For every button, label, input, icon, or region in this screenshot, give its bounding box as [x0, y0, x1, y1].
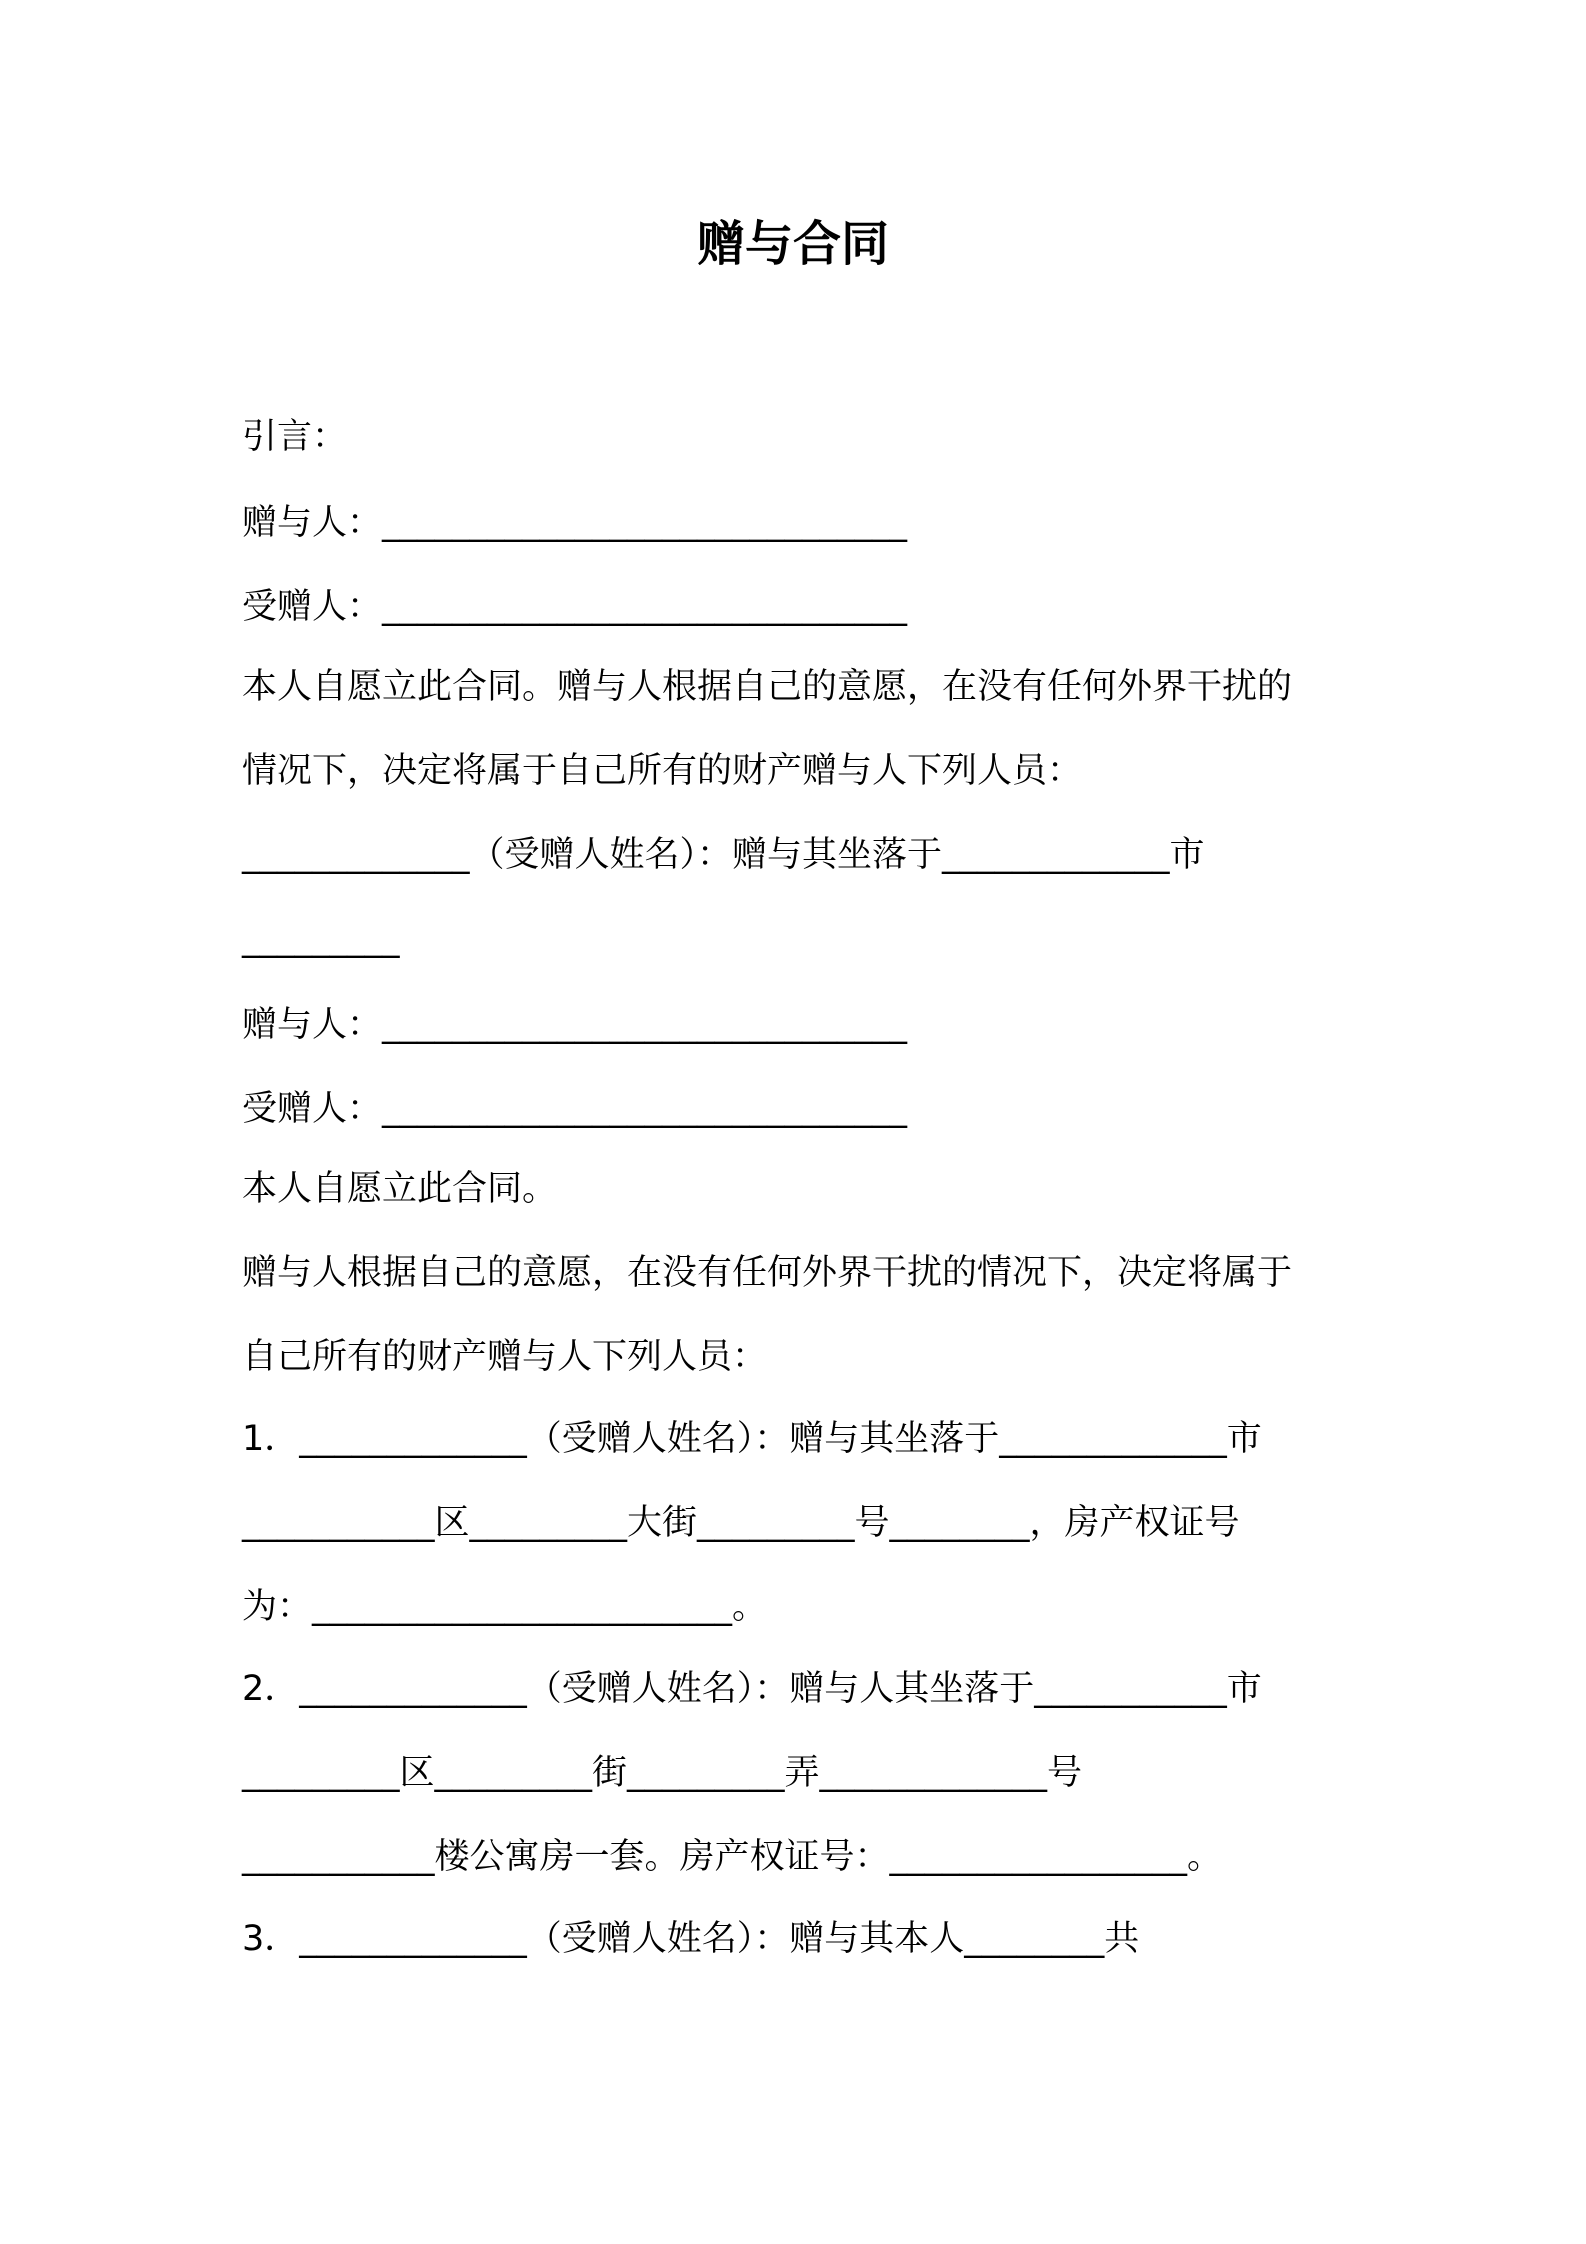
recipient-line: 受赠人：______________________________ [242, 587, 908, 627]
recipient-line: 受赠人：______________________________ [242, 1089, 908, 1129]
clause-1-line: ___________区_________大街_________号________，房产权证号 [242, 1503, 1240, 1543]
paragraph-line: 本人自愿立此合同。 [242, 1169, 558, 1209]
paragraph-line: _________ [242, 919, 400, 959]
paragraph-line: 赠与人根据自己的意愿，在没有任何外界干扰的情况下，决定将属于 [242, 1253, 1293, 1293]
clause-1-line: 1．_____________（受赠人姓名）：赠与其坐落于_____________市 [242, 1419, 1262, 1459]
clause-3-line: 3．_____________（受赠人姓名）：赠与其本人________共 [242, 1919, 1140, 1959]
donor-line: 赠与人：______________________________ [242, 1005, 908, 1045]
paragraph-line: _____________（受赠人姓名）：赠与其坐落于_____________市 [242, 835, 1205, 875]
paragraph-line: 自己所有的财产赠与人下列人员： [242, 1337, 768, 1377]
clause-2-line: 2．_____________（受赠人姓名）：赠与人其坐落于___________市 [242, 1669, 1262, 1709]
paragraph-line: 本人自愿立此合同。赠与人根据自己的意愿，在没有任何外界干扰的 [242, 667, 1293, 707]
document-title: 赠与合同 [696, 216, 889, 272]
clause-1-line: 为：________________________。 [242, 1587, 768, 1627]
intro-label: 引言： [242, 417, 348, 457]
clause-2-line: _________区_________街_________弄_____________号 [242, 1753, 1083, 1793]
clause-2-line: ___________楼公寓房一套。房产权证号：_________________。 [242, 1837, 1223, 1877]
paragraph-line: 情况下，决定将属于自己所有的财产赠与人下列人员： [242, 751, 1083, 791]
donor-line: 赠与人：______________________________ [242, 503, 908, 543]
